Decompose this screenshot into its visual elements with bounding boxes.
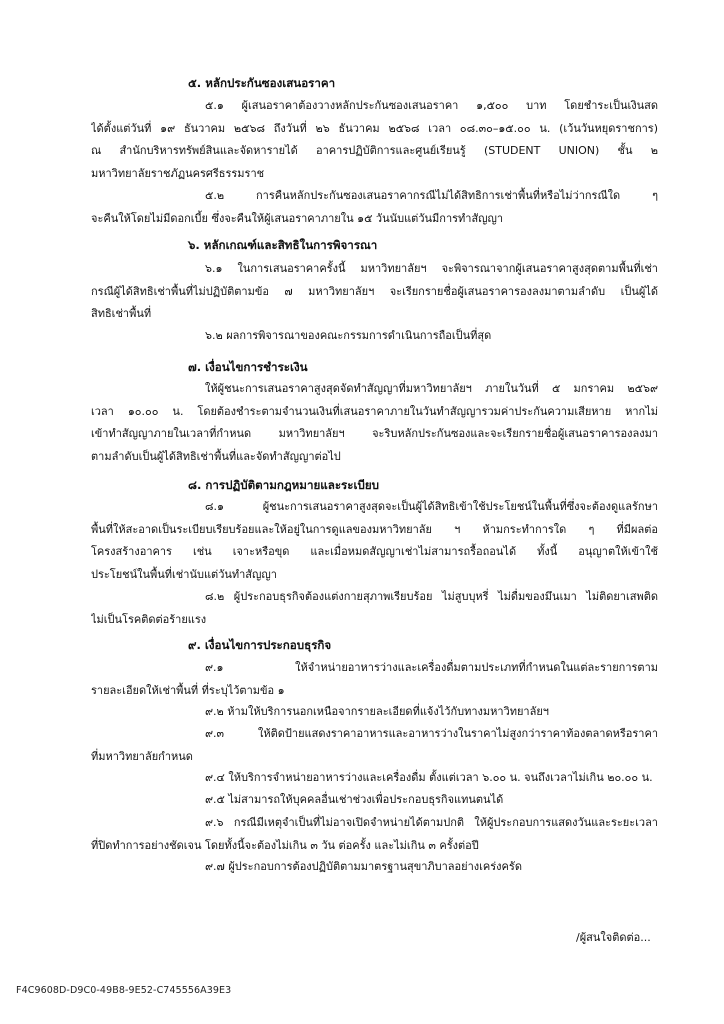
paragraph-line: ๙.๓ ให้ติดป้ายแสดงราคาอาหารและอาหารว่างในราคาไม่สูงกว่าราคาท้องตลาดหรือราคา [205,727,658,740]
section-5-paragraph-2 [91,185,658,230]
document-id: F4C9608D-D9C0-49B8-9E52-C745556A39E3 [16,985,232,996]
section-6-paragraph-2 [91,325,658,348]
paragraph-line: รายละเอียดให้เช่าพื้นที่ ที่ระบุไว้ตามข้อ ๑ [91,683,285,697]
paragraph-line: ได้ตั้งแต่วันที่ ๑๙ ธันวาคม ๒๕๖๘ ถึงวันที่ ๒๖ ธันวาคม ๒๕๖๘ เวลา ๐๘.๓๐–๑๕.๐๐ น. (เว้นวันหยุดราชการ) [91,121,658,135]
paragraph-line: เวลา ๑๐.๐๐ น. โดยต้องชำระตามจำนวนเงินที่เสนอราคาภายในวันทำสัญญารวมค่าประกันความเสียหาย หากไม่ [91,404,658,418]
paragraph-line: ไม่เป็นโรคติดต่อร้ายแรง [91,612,207,626]
paragraph-line: สิทธิเช่าพื้นที่ [91,307,152,321]
paragraph-line: ๖.๒ ผลการพิจารณาของคณะกรรมการดำเนินการถือเป็นที่สุด [205,329,492,342]
paragraph-line: ตามลำดับเป็นผู้ได้สิทธิเช่าพื้นที่และจัดทำสัญญาต่อไป [91,449,341,463]
paragraph-line: ๕.๑ ผู้เสนอราคาต้องวางหลักประกันซองเสนอราคา ๑,๕๐๐ บาท โดยชำระเป็นเงินสด [205,99,658,112]
section-8-paragraph-2 [91,586,658,631]
paragraph-line: ๙.๕ ไม่สามารถให้บุคคลอื่นเช่าช่วงเพื่อประกอบธุรกิจแทนตนได้ [205,793,504,806]
paragraph-line: ที่ปิดทำการอย่างชัดเจน โดยทั้งนี้จะต้องไม่เกิน ๓ วัน ต่อครั้ง และไม่เกิน ๓ ครั้งต่อปี [91,838,479,852]
paragraph-line: ณ สำนักบริหารทรัพย์สินและจัดหารายได้ อาคารปฏิบัติการและศูนย์เรียนรู้ (STUDENT UNION) ชั้น ๒ [91,144,658,158]
continuation-note: /ผู้สนใจติดต่อ... [576,931,651,944]
paragraph-line: ๕.๒ การคืนหลักประกันซองเสนอราคากรณีไม่ได้สิทธิการเช่าพื้นที่หรือไม่ว่ากรณีใด ๆ [205,189,658,202]
paragraph-line: ๘.๑ ผู้ชนะการเสนอราคาสูงสุดจะเป็นผู้ได้สิทธิเข้าใช้ประโยชน์ในพื้นที่ซึ่งจะต้องดูแลรักษา [205,500,658,513]
paragraph-line: ที่มหาวิทยาลัยกำหนด [91,749,193,763]
section-9-paragraph-5 [91,789,658,812]
paragraph-line: ๙.๔ ให้บริการจำหน่ายอาหารว่างและเครื่องดื่ม ตั้งแต่เวลา ๖.๐๐ น. จนถึงเวลาไม่เกิน ๒๐.๐๐ น. [205,771,653,784]
paragraph-line: กรณีผู้ได้สิทธิเช่าพื้นที่ไม่ปฏิบัติตามข้อ ๗ มหาวิทยาลัยฯ จะเรียกรายชื่อผู้เสนอราคารองลงมาตามลำดับ เป็นผู้ได้ [91,284,658,298]
paragraph-line: โครงสร้างอาคาร เช่น เจาะหรือขุด และเมื่อหมดสัญญาเช่าไม่สามารถรื้อถอนได้ ทั้งนี้ อนุญาตให้เข้าใช้ [91,545,658,559]
section-9-paragraph-7 [91,856,658,879]
section-8-paragraph-1 [91,496,658,586]
paragraph-line: พื้นที่ให้สะอาดเป็นระเบียบเรียบร้อยและให้อยู่ในการดูแลของมหาวิทยาลัย ฯ ห้ามกระทำการใด ๆ ที่มีผลต่อ [91,522,658,536]
paragraph-line: ๙.๑ ให้จำหน่ายอาหารว่างและเครื่องดื่มตามประเภทที่กำหนดในแต่ละรายการตาม [205,661,658,674]
section-9-paragraph-4 [91,767,658,790]
section-9-paragraph-3 [91,723,658,768]
section-7-heading: ๗. เงื่อนไขการชำระเงิน [188,360,308,374]
section-8-heading: ๘. การปฏิบัติตามกฎหมายและระเบียบ [188,478,379,492]
section-9-paragraph-6 [91,812,658,857]
paragraph-line: ๘.๒ ผู้ประกอบธุรกิจต้องแต่งกายสุภาพเรียบร้อย ไม่สูบบุหรี่ ไม่ดื่มของมึนเมา ไม่ติดยาเสพติด [205,590,658,603]
paragraph-line: มหาวิทยาลัยราชภัฏนครศรีธรรมราช [91,166,265,180]
section-9-heading: ๙. เงื่อนไขการประกอบธุรกิจ [188,638,332,652]
paragraph-line: ๖.๑ ในการเสนอราคาครั้งนี้ มหาวิทยาลัยฯ จะพิจารณาจากผู้เสนอราคาสูงสุดตามพื้นที่เช่า [205,262,658,275]
section-9-paragraph-1 [91,657,658,702]
section-6-paragraph-1 [91,258,658,326]
paragraph-line: ๙.๒ ห้ามให้บริการนอกเหนือจากรายละเอียดที่แจ้งไว้กับทางมหาวิทยาลัยฯ [205,705,549,718]
paragraph-line: ให้ผู้ชนะการเสนอราคาสูงสุดจัดทำสัญญาที่มหาวิทยาลัยฯ ภายในวันที่ ๕ มกราคม ๒๕๖๙ [205,382,658,395]
paragraph-line: เข้าทำสัญญาภายในเวลาที่กำหนด มหาวิทยาลัยฯ จะริบหลักประกันซองและจะเรียกรายชื่อผู้เสนอราคารองลงมา [91,427,658,441]
paragraph-line: ๙.๗ ผู้ประกอบการต้องปฏิบัติตามมาตรฐานสุขาภิบาลอย่างเคร่งครัด [205,860,522,873]
section-6-heading: ๖. หลักเกณฑ์และสิทธิในการพิจารณา [188,238,378,252]
paragraph-line: จะคืนให้โดยไม่มีดอกเบี้ย ซึ่งจะคืนให้ผู้เสนอราคาภายใน ๑๕ วันนับแต่วันมีการทำสัญญา [91,211,504,225]
paragraph-line: ประโยชน์ในพื้นที่เช่านับแต่วันทำสัญญา [91,567,277,581]
paragraph-line: ๙.๖ กรณีมีเหตุจำเป็นที่ไม่อาจเปิดจำหน่ายได้ตามปกติ ให้ผู้ประกอบการแสดงวันและระยะเวลา [205,816,658,829]
section-7-paragraph-1 [91,378,658,468]
section-5-heading: ๕. หลักประกันซองเสนอราคา [188,76,336,90]
section-5-paragraph-1 [91,95,658,185]
section-9-paragraph-2 [91,701,658,724]
